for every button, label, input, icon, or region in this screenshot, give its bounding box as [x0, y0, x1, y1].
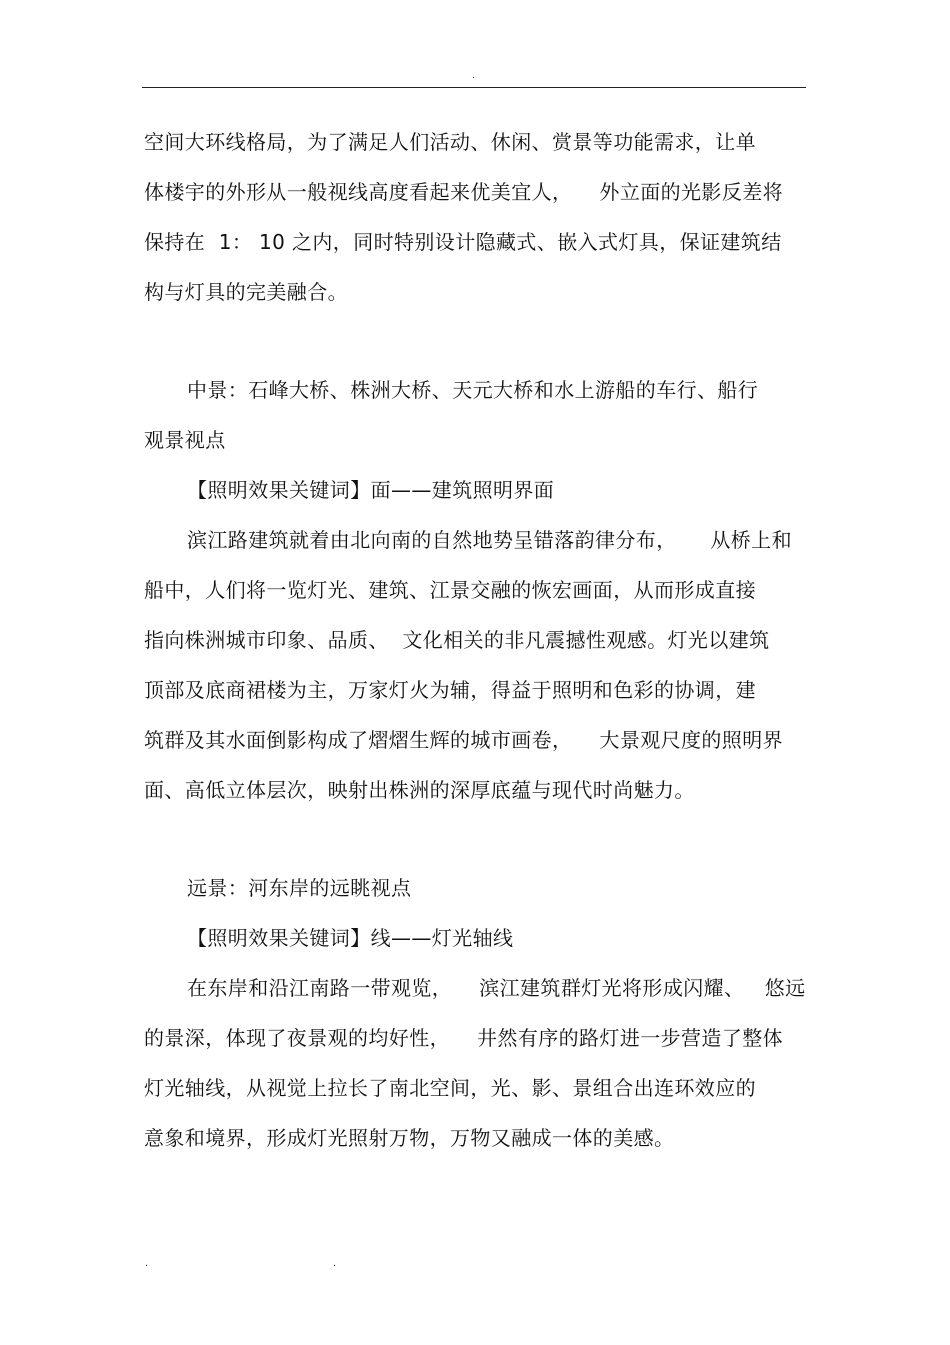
- text-line: 指向株洲城市印象、品质、 文化相关的非凡震撼性观感。灯光以建筑: [144, 628, 770, 652]
- text-line: 顶部及底商裙楼为主，万家灯火为辅，得益于照明和色彩的协调，建: [144, 678, 756, 702]
- header-dot: .: [472, 70, 476, 81]
- text-line: 意象和境界，形成灯光照射万物，万物又融成一体的美感。: [144, 1126, 675, 1150]
- text-line: 滨江路建筑就着由北向南的自然地势呈错落韵律分布， 从桥上和: [187, 528, 792, 552]
- text-line: 体楼宇的外形从一般视线高度看起来优美宜人， 外立面的光影反差将: [144, 180, 784, 204]
- text-line: 保持在 1： 10 之内，同时特别设计隐藏式、嵌入式灯具，保证建筑结: [144, 230, 782, 254]
- text-line: 面、高低立体层次，映射出株洲的深厚底蕴与现代时尚魅力。: [144, 778, 695, 802]
- section-heading: 中景：石峰大桥、株洲大桥、天元大桥和水上游船的车行、船行: [187, 378, 759, 402]
- text-line: 筑群及其水面倒影构成了熠熠生辉的城市画卷， 大景观尺度的照明界: [144, 728, 784, 752]
- keyword-line: 【照明效果关键词】面——建筑照明界面: [187, 478, 555, 502]
- text-line: 灯光轴线，从视觉上拉长了南北空间，光、影、景组合出连环效应的: [144, 1076, 756, 1100]
- text-line: 的景深，体现了夜景观的均好性， 井然有序的路灯进一步营造了整体: [144, 1026, 784, 1050]
- keyword-line: 【照明效果关键词】线——灯光轴线: [187, 926, 514, 950]
- footer-dot-right: .: [333, 1258, 337, 1269]
- text-line: 在东岸和沿江南路一带观览， 滨江建筑群灯光将形成闪耀、 悠远: [187, 976, 806, 1000]
- header-rule: [142, 87, 806, 88]
- text-line: 构与灯具的完美融合。: [144, 280, 348, 304]
- text-line: 空间大环线格局，为了满足人们活动、休闲、赏景等功能需求，让单: [144, 130, 756, 154]
- section-heading: 远景：河东岸的远眺视点: [187, 876, 412, 900]
- footer-dot-left: .: [145, 1258, 149, 1269]
- text-line: 观景视点: [144, 428, 226, 452]
- text-line: 船中，人们将一览灯光、建筑、江景交融的恢宏画面，从而形成直接: [144, 578, 756, 602]
